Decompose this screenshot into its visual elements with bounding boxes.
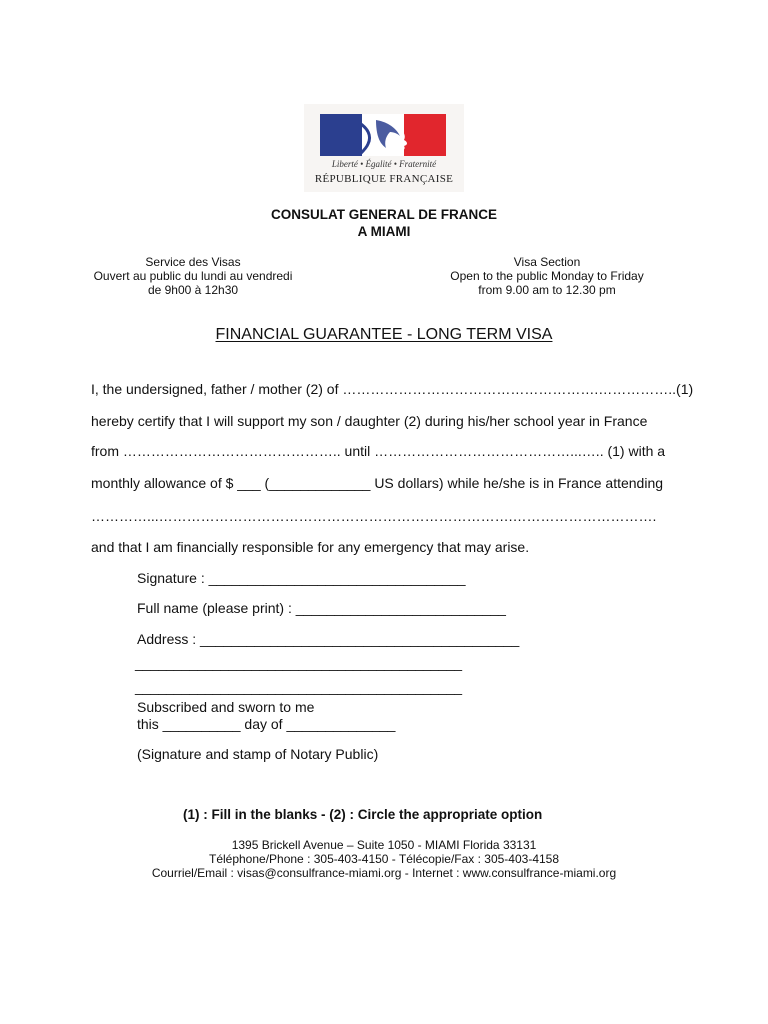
english-hours-block — [424, 255, 670, 297]
consulate-address: 1395 Brickell Avenue – Suite 1050 - MIAMI Florida 33131 — [231, 838, 537, 852]
subscribed-sworn: Subscribed and sworn to me — [137, 699, 315, 715]
address-field: Address : _________________________________________ — [137, 631, 520, 647]
logo-republic-name: RÉPUBLIQUE FRANÇAISE — [314, 173, 454, 185]
notary-note: (Signature and stamp of Notary Public) — [137, 746, 379, 762]
consulate-title: CONSULAT GENERAL DE FRANCE — [270, 207, 497, 222]
open-to-public: Open to the public Monday to Friday — [450, 269, 644, 283]
marianne-flag-icon — [318, 114, 448, 156]
horaires-fr: de 9h00 à 12h30 — [147, 283, 239, 297]
body-line-undersigned: I, the undersigned, father / mother (2) of ……………………………………………….……………..(1) — [91, 381, 694, 397]
consulate-email: Courriel/Email : visas@consulfrance-miami.org - Internet : www.consulfrance-miami.org — [151, 866, 617, 880]
body-line-dates: from ……………………………………….. until ……………………………………...….. (1) with a — [91, 443, 666, 459]
body-line-allowance: monthly allowance of $ ___ (_____________ US dollars) while he/she is in France attending — [91, 475, 664, 491]
sworn-date-field: this __________ day of ______________ — [137, 716, 396, 732]
consulate-city: A MIAMI — [357, 224, 411, 239]
republique-francaise-logo — [304, 104, 464, 192]
visa-section: Visa Section — [513, 255, 581, 269]
consulate-phone: Téléphone/Phone : 305-403-4150 - Télécopie/Fax : 305-403-4158 — [208, 852, 560, 866]
fullname-field: Full name (please print) : ___________________________ — [137, 600, 506, 616]
address-line-3: __________________________________________ — [135, 679, 463, 695]
fill-instructions: (1) : Fill in the blanks - (2) : Circle the appropriate option — [183, 807, 543, 822]
address-line-2: __________________________________________ — [135, 655, 463, 671]
body-line-certify: hereby certify that I will support my son / daughter (2) during his/her school year in France — [91, 413, 648, 429]
service-des-visas: Service des Visas — [145, 255, 241, 269]
body-line-responsible: and that I am financially responsible for any emergency that may arise. — [91, 539, 530, 555]
form-title: FINANCIAL GUARANTEE - LONG TERM VISA — [215, 326, 553, 343]
logo-motto: Liberté • Égalité • Fraternité — [331, 159, 437, 169]
ouvert-au-public: Ouvert au public du lundi au vendredi — [93, 269, 293, 283]
signature-field: Signature : _________________________________ — [137, 570, 466, 586]
french-hours-block — [70, 255, 316, 297]
hours-en: from 9.00 am to 12.30 pm — [478, 283, 616, 297]
body-line-school-blank: …………...………………………………………………………………….…………………………. — [91, 508, 657, 524]
